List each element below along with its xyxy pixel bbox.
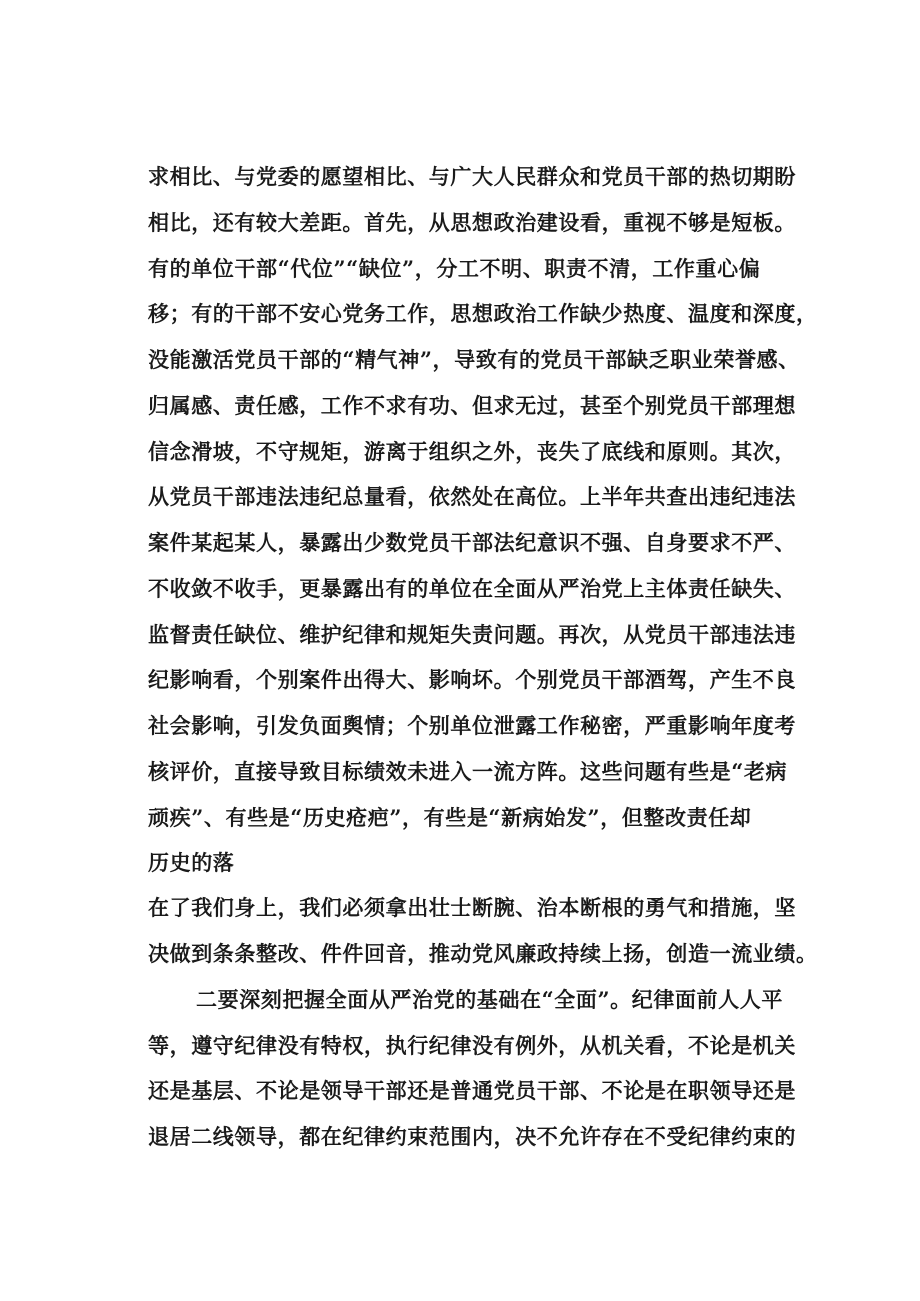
text-line-16: 历史的落 bbox=[148, 850, 235, 875]
text-line-12: 纪影响看，个别案件出得大、影响坏。个别党员干部酒驾，产生不良 bbox=[148, 667, 796, 692]
text-line-22: 退居二线领导，都在纪律约束范围内，决不允许存在不受纪律约束的 bbox=[148, 1124, 796, 1149]
text-line-14: 核评价，直接导致目标绩效未进入一流方阵。这些问题有些是“老病 bbox=[148, 759, 788, 784]
text-line-10: 不收敛不收手，更暴露出有的单位在全面从严治党上主体责任缺失、 bbox=[148, 576, 796, 601]
text-line-3: 有的单位干部“代位”“缺位”，分工不明、职责不清，工作重心偏 bbox=[148, 256, 761, 281]
text-line-18: 决做到条条整改、件件回音，推动党风廉政持续上扬，创造一流业绩。 bbox=[148, 941, 818, 966]
text-line-17: 在了我们身上，我们必须拿出壮士断腕、治本断根的勇气和措施，坚 bbox=[148, 895, 796, 920]
text-line-5: 没能激活党员干部的“精气神”，导致有的党员干部缺乏职业荣誉感、 bbox=[148, 347, 800, 372]
text-line-13: 社会影响，引发负面舆情；个别单位泄露工作秘密，严重影响年度考 bbox=[148, 713, 796, 738]
text-line-11: 监督责任缺位、维护纪律和规矩失责问题。再次，从党员干部违法违 bbox=[148, 622, 796, 647]
text-line-6: 归属感、责任感，工作不求有功、但求无过，甚至个别党员干部理想 bbox=[148, 393, 796, 418]
text-line-4: 移；有的干部不安心党务工作，思想政治工作缺少热度、温度和深度， bbox=[148, 301, 818, 326]
text-line-8: 从党员干部违法违纪总量看，依然处在高位。上半年共查出违纪违法 bbox=[148, 484, 796, 509]
text-line-21: 还是基层、不论是领导干部还是普通党员干部、不论是在职领导还是 bbox=[148, 1078, 796, 1103]
text-line-1: 求相比、与党委的愿望相比、与广大人民群众和党员干部的热切期盼 bbox=[148, 164, 796, 189]
text-line-15: 顽疾”、有些是“历史疮疤”，有些是“新病始发”，但整改责任却 bbox=[148, 805, 752, 830]
text-line-9: 案件某起某人，暴露出少数党员干部法纪意识不强、自身要求不严、 bbox=[148, 530, 796, 555]
text-line-7: 信念滑坡，不守规矩，游离于组织之外，丧失了底线和原则。其次， bbox=[148, 439, 796, 464]
paragraph-start-line: 二要深刻把握全面从严治党的基础在“全面”。纪律面前人人平 bbox=[196, 987, 783, 1012]
text-line-2: 相比，还有较大差距。首先，从思想政治建设看，重视不够是短板。 bbox=[148, 210, 796, 235]
text-line-20: 等，遵守纪律没有特权，执行纪律没有例外，从机关看，不论是机关 bbox=[148, 1033, 796, 1058]
